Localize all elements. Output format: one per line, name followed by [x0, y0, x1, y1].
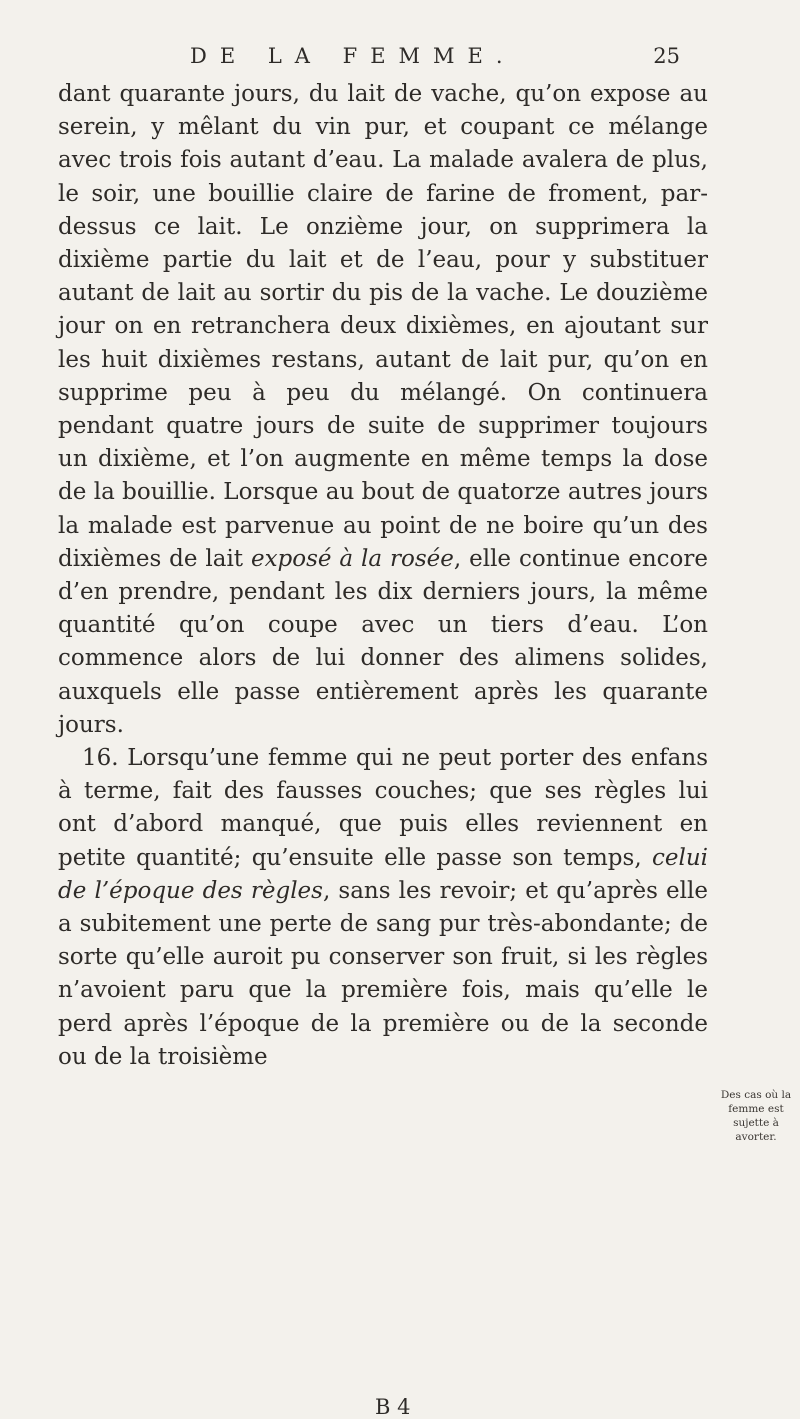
header-title: DE LA FEMME.	[190, 44, 516, 68]
p2-text-a: 16. Lorsqu’une femme qui ne peut porter des enfans à terme, fait des fausses couches; que ses règles lui ont d’abord manqué, que puis elles reviennent en petite quantité; qu’ensuite elle passe son temps,	[58, 745, 708, 871]
body-text	[58, 78, 708, 1074]
margin-note: Des cas où la femme est sujette à avorter.	[720, 1089, 792, 1143]
p2-italic: celui de l’époque des règles	[58, 844, 708, 904]
page-number: 25	[653, 44, 680, 68]
p2-text-b: , sans les revoir; et qu’après elle a subitement une perte de sang pur très-abondante; de sorte qu’elle auroit pu conserver son fruit, si les règles n’avoient paru que la première fois, mais qu’elle le perd après l’époque de la première ou de la seconde ou de la troisième	[58, 877, 708, 1070]
p1-italic: exposé à la rosée	[250, 545, 454, 572]
running-header	[80, 44, 680, 78]
p1-text-a: dant quarante jours, du lait de vache, qu’on expose au serein, y mêlant du vin pur, et coupant ce mélange avec trois fois autant d’eau. La malade avalera de plus, le soir, une bouillie claire de farine de froment, par-dessus ce lait. Le onzième jour, on supprimera la dixième partie du lait et de l’eau, pour y substituer autant de lait au sortir du pis de la vache. Le douzième jour on en retranchera deux dixièmes, en ajoutant sur les huit dixièmes restans, autant de lait pur, qu’on en supprime peu à peu du mélangé. On continuera pendant quatre jours de suite de supprimer toujours un dixième, et l’on augmente en même temps la dose de la bouillie. Lorsque au bout de quatorze autres jours la malade est parvenue au point de ne boire qu’un des dixièmes de lait	[58, 81, 708, 572]
p1-text-b: , elle continue encore d’en prendre, pendant les dix derniers jours, la même quantité qu’on coupe avec un tiers d’eau. L’on commence alors de lui donner des alimens solides, auxquels elle passe entièrement après les quarante jours.	[58, 545, 708, 738]
paragraph-1	[58, 78, 708, 742]
signature-mark: B 4	[375, 1395, 411, 1419]
paragraph-2	[58, 742, 708, 1074]
